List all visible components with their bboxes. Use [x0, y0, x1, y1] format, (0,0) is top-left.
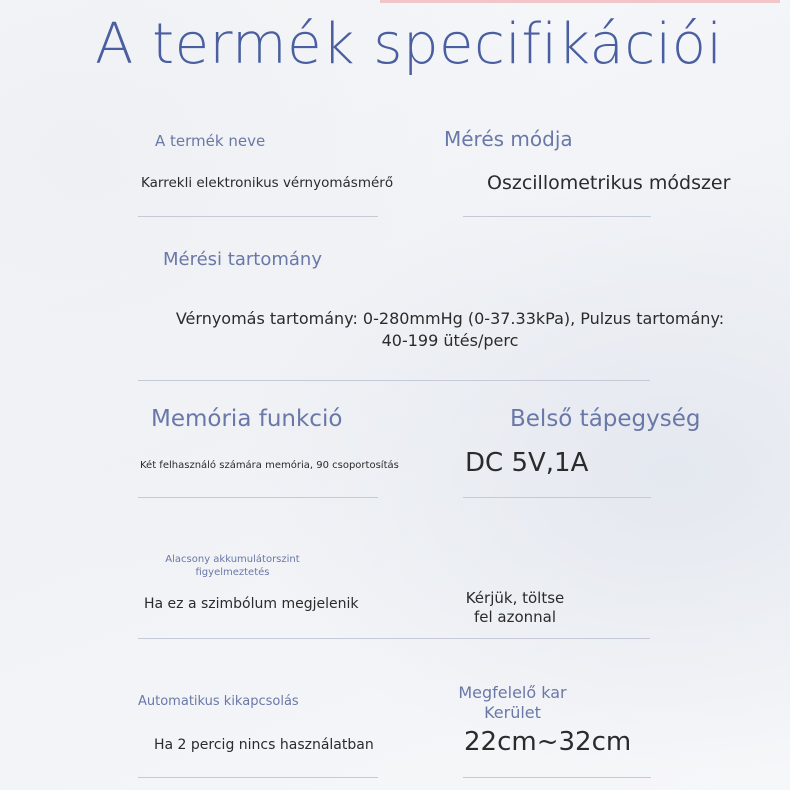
battery-label: [160, 553, 305, 579]
product-name-value: Karrekli elektronikus vérnyomásmérő: [141, 175, 394, 191]
method-value: Oszcillometrikus módszer: [487, 172, 731, 194]
cuff-label-line1: Megfelelő kar: [458, 683, 567, 702]
power-value: DC 5V,1A: [465, 448, 589, 478]
cuff-value: 22cm~32cm: [464, 727, 632, 757]
range-value-line2: 40-199 ütés/perc: [381, 331, 519, 350]
battery-value: Ha ez a szimbólum megjelenik: [144, 596, 359, 612]
auto-off-label: Automatikus kikapcsolás: [138, 694, 299, 709]
memory-value: Két felhasználó számára memória, 90 csoportosítás: [140, 460, 399, 471]
cuff-label-line2: Kerület: [484, 703, 541, 722]
divider: [463, 216, 651, 217]
battery-label-line1: Alacsony akkumulátorszint: [165, 554, 300, 565]
top-accent-bar: [380, 0, 780, 3]
battery-action: [450, 589, 580, 627]
divider: [138, 777, 378, 778]
auto-off-value: Ha 2 percig nincs használatban: [154, 737, 374, 753]
range-value-line1: Vérnyomás tartomány: 0-280mmHg (0-37.33kPa), Pulzus tartomány:: [175, 309, 725, 328]
range-value: [140, 308, 760, 352]
divider: [463, 497, 651, 498]
battery-action-line1: Kérjük, töltse: [465, 589, 565, 607]
range-label: Mérési tartomány: [163, 249, 322, 270]
page-title: A termék specifikációi: [95, 12, 723, 77]
memory-label: Memória funkció: [151, 406, 343, 432]
divider: [138, 216, 378, 217]
cuff-label: [445, 683, 580, 723]
divider: [463, 777, 651, 778]
power-label: Belső tápegység: [510, 406, 701, 432]
product-name-label: A termék neve: [155, 132, 266, 150]
divider: [138, 497, 378, 498]
battery-label-line2: figyelmeztetés: [195, 567, 270, 578]
divider: [138, 638, 650, 639]
method-label: Mérés módja: [444, 127, 573, 151]
battery-action-line2: fel azonnal: [473, 608, 557, 626]
divider: [138, 380, 650, 381]
